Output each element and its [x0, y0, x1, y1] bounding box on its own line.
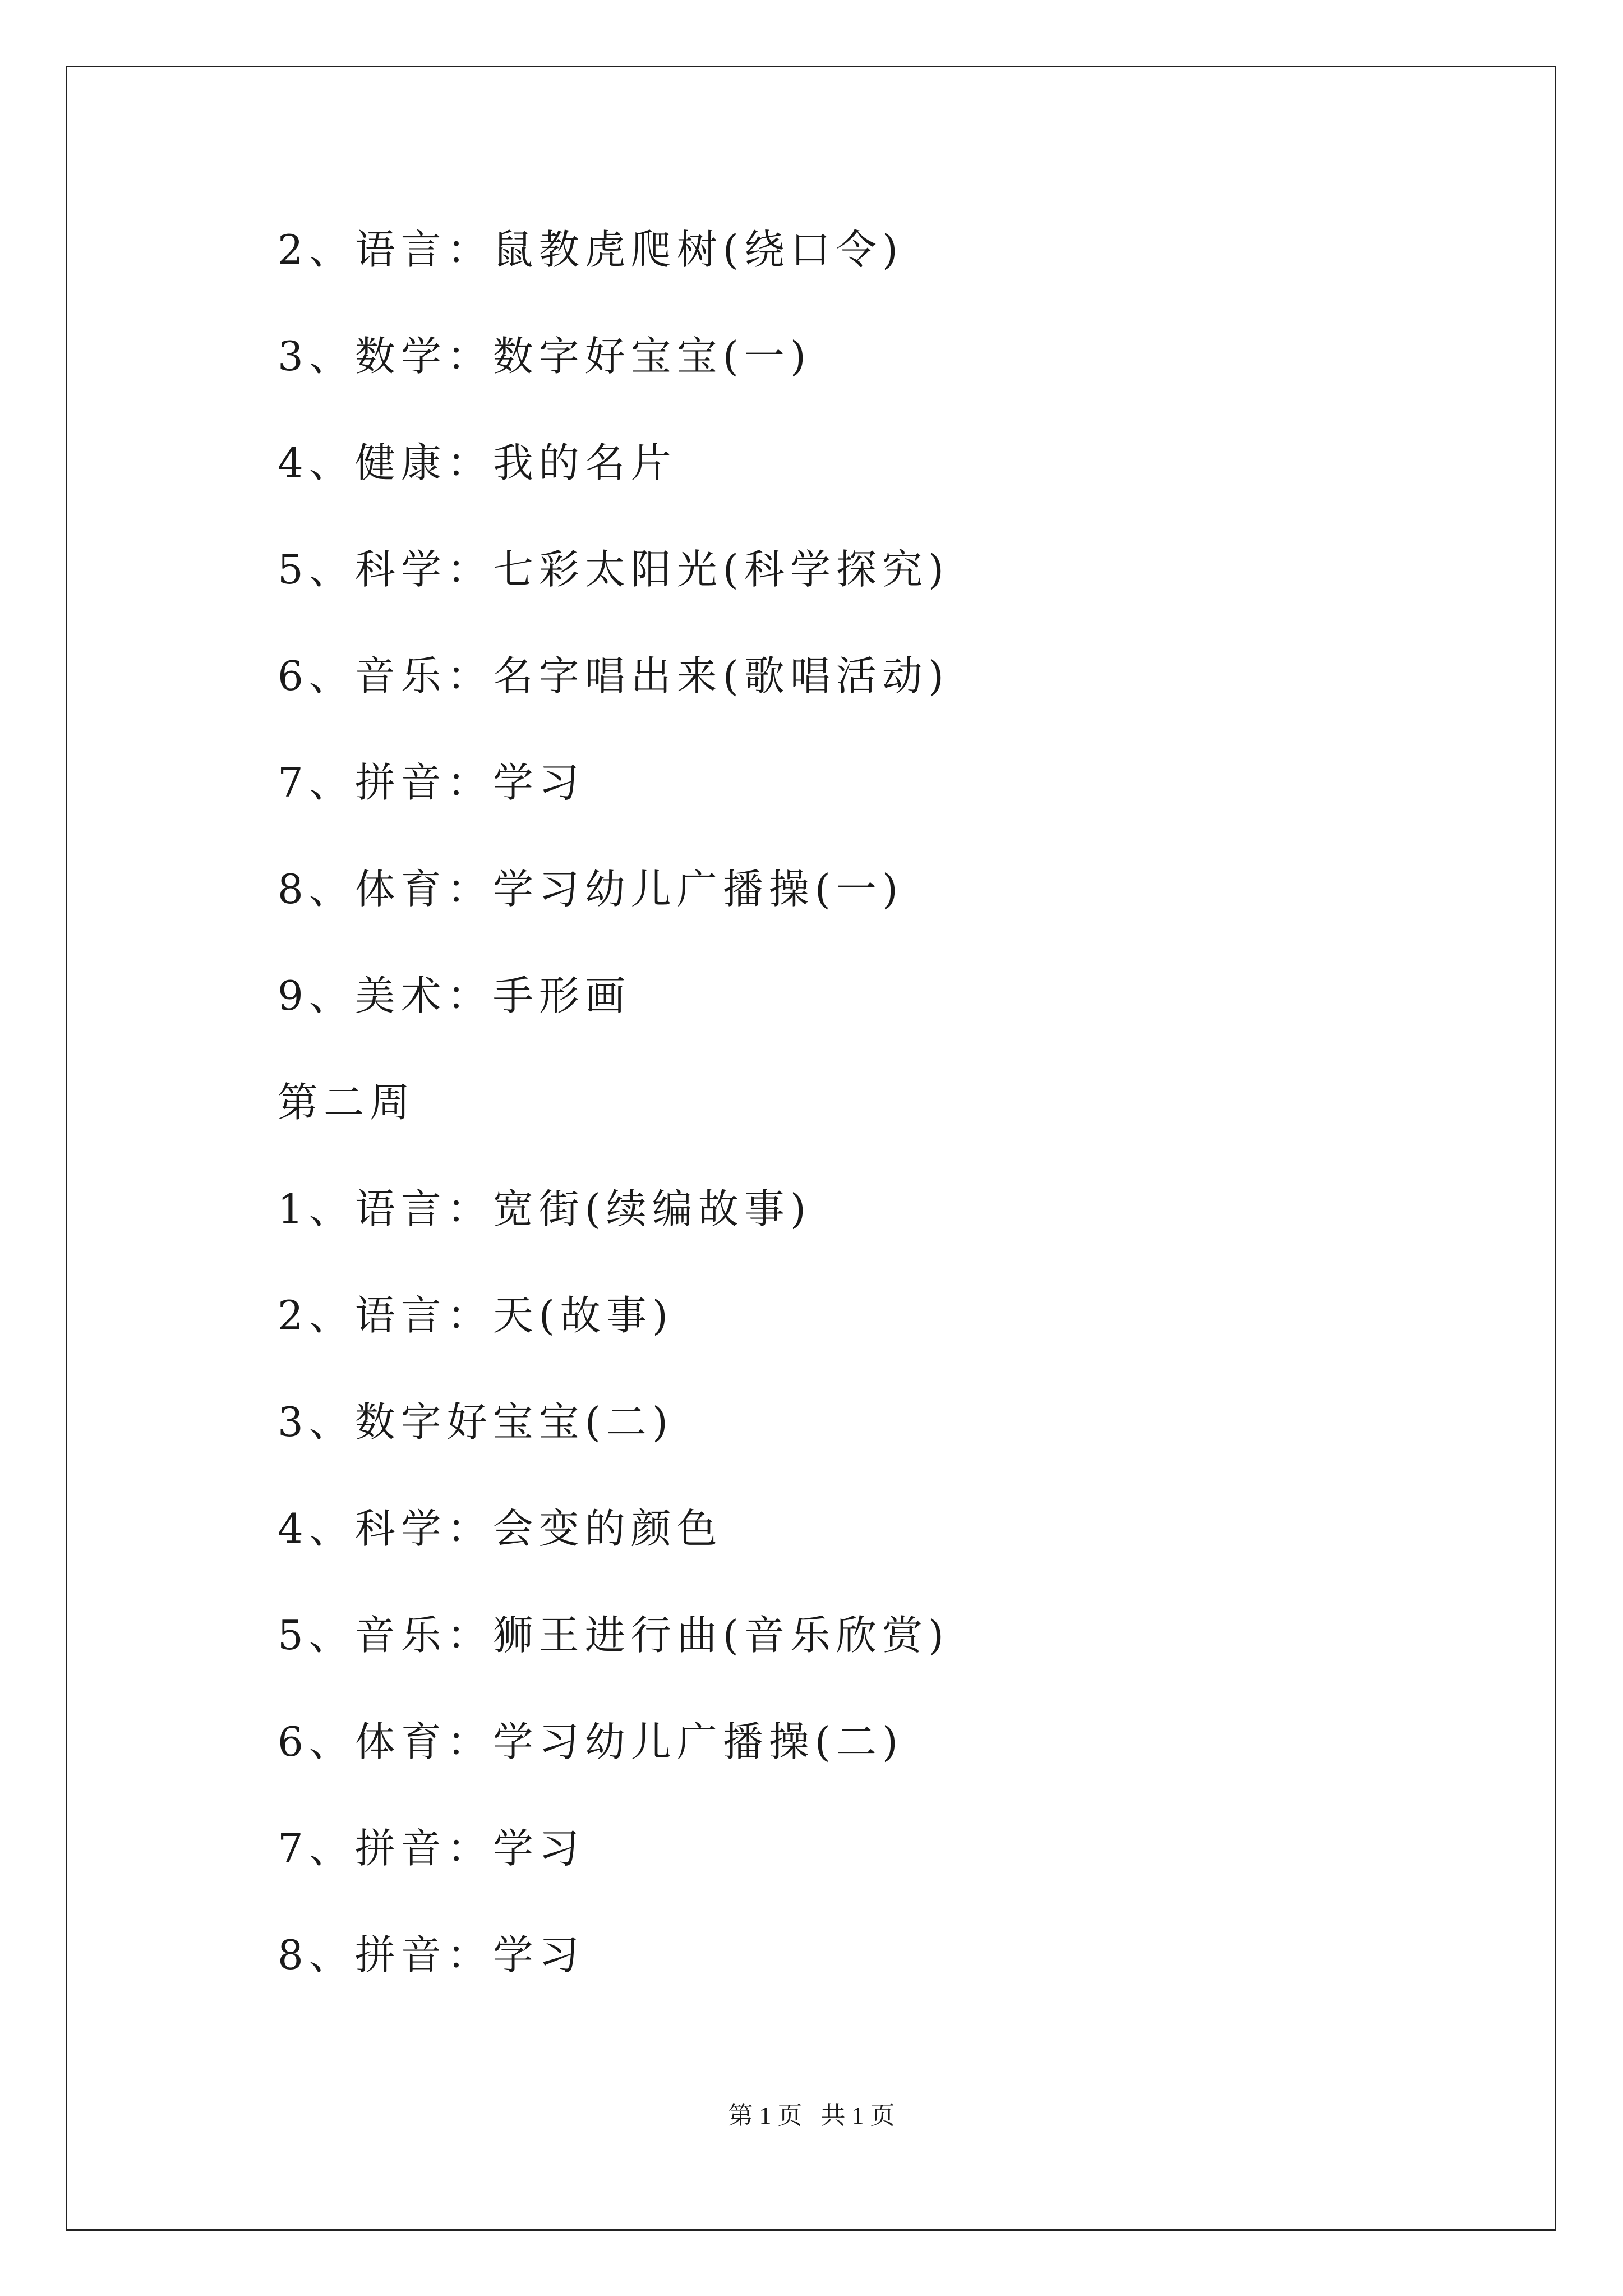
section-heading: 第二周 [278, 1079, 416, 1126]
list-item: 5、科学：七彩太阳光(科学探究) [278, 546, 949, 593]
list-item: 6、音乐：名字唱出来(歌唱活动) [278, 652, 949, 700]
list-item: 2、语言：天(故事) [278, 1292, 674, 1339]
list-item: 7、拼音：学习 [278, 759, 585, 806]
list-item: 2、语言：鼠教虎爬树(绕口令) [278, 226, 903, 273]
list-item: 6、体育：学习幼儿广播操(二) [278, 1718, 903, 1765]
list-item: 5、音乐：狮王进行曲(音乐欣赏) [278, 1612, 949, 1659]
document-body [278, 219, 949, 2031]
list-item: 3、数学：数字好宝宝(一) [278, 333, 811, 380]
list-item: 7、拼音：学习 [278, 1825, 585, 1872]
list-item: 1、语言：宽街(续编故事) [278, 1185, 811, 1232]
list-item: 4、科学：会变的颜色 [278, 1505, 723, 1552]
list-item: 4、健康：我的名片 [278, 439, 677, 486]
page-footer: 第 1 页 共 1 页 [728, 2102, 895, 2129]
list-item: 9、美术：手形画 [278, 972, 631, 1019]
list-item: 8、拼音：学习 [278, 1931, 585, 1978]
list-item: 3、数字好宝宝(二) [278, 1398, 674, 1446]
list-item: 8、体育：学习幼儿广播操(一) [278, 866, 903, 913]
